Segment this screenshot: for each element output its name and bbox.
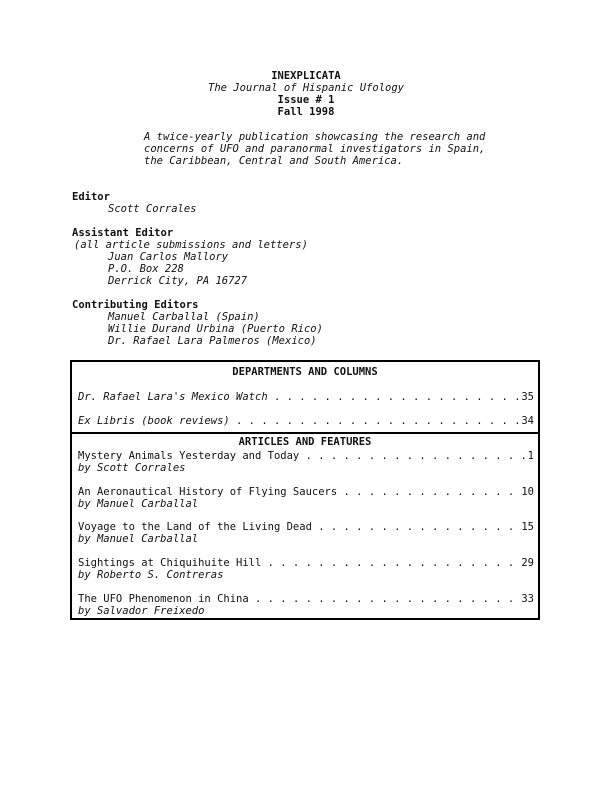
contributing-editors-section xyxy=(72,299,323,347)
entry-title: Mystery Animals Yesterday and Today xyxy=(78,450,300,462)
leader-dots xyxy=(299,450,525,462)
table-of-contents xyxy=(70,360,540,620)
leader-dots xyxy=(337,486,519,498)
issue-season: Fall 1998 xyxy=(277,106,335,118)
editor-name: Scott Corrales xyxy=(108,203,197,215)
entry-title: An Aeronautical History of Flying Saucers xyxy=(78,486,338,498)
entry-byline: by Manuel Carballal xyxy=(78,533,199,545)
entry-page: 35 xyxy=(521,391,534,403)
entry-byline: by Salvador Freixedo xyxy=(78,605,205,617)
entry-page: 34 xyxy=(521,415,534,427)
assistant-editor-section xyxy=(72,227,308,287)
contributing-editor: Willie Durand Urbina (Puerto Rico) xyxy=(108,323,323,335)
leader-dots xyxy=(261,557,519,569)
toc-entry[interactable] xyxy=(78,557,534,581)
toc-entry[interactable] xyxy=(78,486,534,510)
departments-heading: DEPARTMENTS AND COLUMNS xyxy=(232,366,378,378)
leader-dots xyxy=(268,391,520,403)
entry-page: 1 xyxy=(527,450,534,462)
entry-title: The UFO Phenomenon in China xyxy=(78,593,249,605)
toc-entry[interactable] xyxy=(78,391,534,403)
journal-subtitle: The Journal of Hispanic Ufology xyxy=(208,82,404,94)
editor-heading: Editor xyxy=(72,191,110,203)
leader-dots xyxy=(249,593,520,605)
issue-number: Issue # 1 xyxy=(277,94,335,106)
entry-byline: by Manuel Carballal xyxy=(78,498,199,510)
contributing-editor: Dr. Rafael Lara Palmeros (Mexico) xyxy=(108,335,317,347)
assistant-editor-heading: Assistant Editor xyxy=(72,227,174,239)
address-line: P.O. Box 228 xyxy=(108,263,184,275)
entry-page: 15 xyxy=(521,521,534,533)
contributing-editor: Manuel Carballal (Spain) xyxy=(108,311,260,323)
entry-page: 33 xyxy=(521,593,534,605)
entry-title: Voyage to the Land of the Living Dead xyxy=(78,521,312,533)
toc-entry[interactable] xyxy=(78,521,534,545)
entry-page: 29 xyxy=(521,557,534,569)
description-line: the Caribbean, Central and South America. xyxy=(144,155,404,167)
entry-page: 10 xyxy=(521,486,534,498)
leader-dots xyxy=(230,415,520,427)
description-line: A twice-yearly publication showcasing the research and xyxy=(144,131,486,143)
toc-entry[interactable] xyxy=(78,593,534,617)
leader-dots xyxy=(312,521,519,533)
journal-name: INEXPLICATA xyxy=(271,70,341,82)
articles-heading: ARTICLES AND FEATURES xyxy=(238,436,372,448)
address-line: Derrick City, PA 16727 xyxy=(108,275,248,287)
entry-title: Dr. Rafael Lara's Mexico Watch xyxy=(78,391,268,403)
section-divider xyxy=(72,432,538,434)
contributing-editors-heading: Contributing Editors xyxy=(72,299,199,311)
toc-entry[interactable] xyxy=(78,450,534,474)
assistant-editor-note: (all article submissions and letters) xyxy=(74,239,308,251)
entry-title: Ex Libris (book reviews) xyxy=(78,415,230,427)
masthead xyxy=(0,70,612,118)
toc-entry[interactable] xyxy=(78,415,534,427)
journal-description xyxy=(144,131,544,167)
description-line: concerns of UFO and paranormal investigators in Spain, xyxy=(144,143,486,155)
entry-byline: by Scott Corrales xyxy=(78,462,186,474)
entry-title: Sightings at Chiquihuite Hill xyxy=(78,557,262,569)
assistant-editor-name: Juan Carlos Mallory xyxy=(108,251,229,263)
entry-byline: by Roberto S. Contreras xyxy=(78,569,224,581)
editor-section xyxy=(72,191,197,215)
